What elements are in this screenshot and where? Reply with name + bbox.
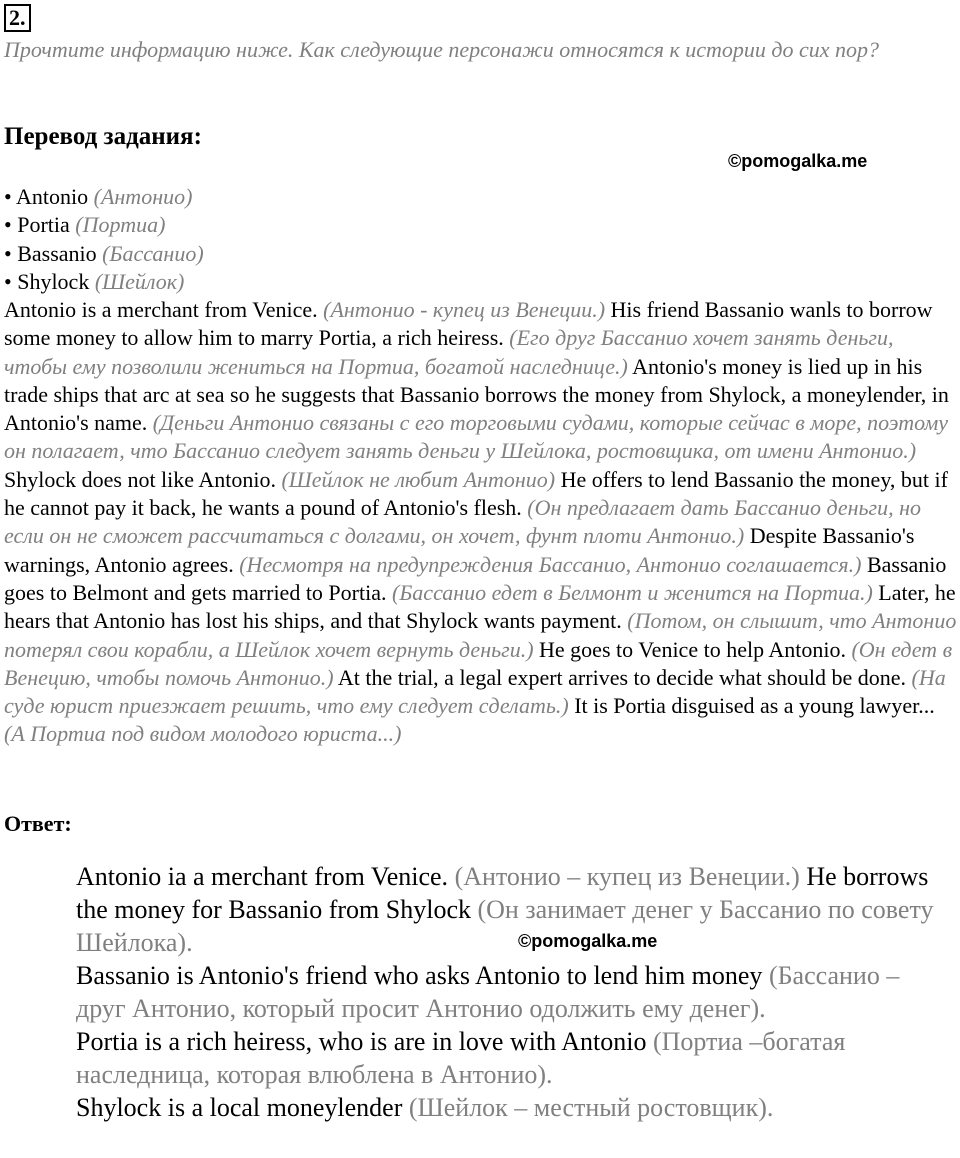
- character-name: Portia: [17, 212, 70, 238]
- task-instruction: Прочтите информацию ниже. Как следующие персонажи относятся к истории до сих пор?: [4, 37, 880, 62]
- story-translation: (Потом, он слышит, что Антонио потерял свои корабли, а Шейлок хочет вернуть деньги.): [4, 608, 957, 662]
- answer-sentence: Portia is a rich heiress, who is are in love with Antonio: [76, 1027, 647, 1056]
- watermark: ©pomogalka.me: [728, 151, 868, 171]
- story-translation: (Он предлагает дать Бассанио деньги, но если он не сможет рассчитаться с долгами, он хочет, фунт плоти Антонио.): [4, 495, 922, 549]
- story-translation: (Его друг Бассанио хочет занять деньги, чтобы ему позволили жениться на Портиа, богатой наследнице.): [4, 325, 894, 379]
- answer-translation: (Портиа –богатая наследница, которая влюблена в Антонио).: [76, 1027, 846, 1089]
- story-translation: (Несмотря на предупреждения Бассанио, Антонио соглашается.): [239, 551, 862, 577]
- story-sentence: Bassanio goes to Belmont and gets married to Portia.: [4, 551, 947, 605]
- translation-heading: Перевод задания:: [4, 123, 202, 150]
- story-text: [4, 296, 960, 749]
- answer-sentence: Antonio ia a merchant from Venice.: [76, 862, 449, 891]
- answer-sentence: He borrows the money for Bassanio from Shylock: [76, 862, 929, 924]
- answer-translation: (Он занимает денег у Бассанио по совету Шейлока).: [76, 895, 934, 957]
- answer-translation: (Шейлок – местный ростовщик).: [408, 1093, 774, 1122]
- story-sentence: His friend Bassanio wanls to borrow some money to allow him to marry Portia, a rich heiress.: [4, 297, 933, 351]
- character-item: • Shylock (Шейлок): [4, 268, 185, 294]
- character-name: Antonio: [16, 184, 89, 209]
- story-translation: (Антонио - купец из Венеции.): [323, 297, 606, 322]
- character-list: [4, 183, 204, 296]
- answer-translation: (Бассанио – друг Антонио, который просит Антонио одолжить ему денег).: [76, 961, 900, 1023]
- story-translation: (Шейлок не любит Антонио): [281, 466, 556, 492]
- answer-sentence: Bassanio is Antonio's friend who asks Antonio to lend him money: [76, 961, 763, 990]
- character-name: Bassanio: [17, 240, 97, 266]
- character-translation: (Портиа): [75, 212, 166, 238]
- story-sentence: At the trial, a legal expert arrives to decide what should be done.: [337, 664, 907, 690]
- story-sentence: Shylock does not like Antonio.: [4, 466, 276, 492]
- answer-paragraph: [76, 860, 946, 959]
- answer-paragraph: [76, 1091, 946, 1124]
- story-sentence: Later, he hears that Antonio has lost his ships, and that Shylock wants payment.: [4, 579, 956, 634]
- answer-translation: (Антонио – купец из Венеции.): [454, 862, 800, 891]
- answer-block: [76, 860, 946, 1124]
- character-item: • Bassanio (Бассанио): [4, 240, 204, 266]
- story-translation: (На суде юрист приезжает решить, что ему следует сделать.): [4, 664, 946, 719]
- story-sentence: It is Portia disguised as a young lawyer...: [574, 693, 935, 719]
- watermark: ©pomogalka.me: [518, 931, 658, 951]
- story-translation: (Он едет в Венецию, чтобы помочь Антонио.): [4, 636, 953, 690]
- character-translation: (Шейлок): [94, 268, 185, 294]
- story-translation: (Бассанио едет в Белмонт и женится на Портиа.): [392, 579, 873, 605]
- story-sentence: Despite Bassanio's warnings, Antonio agrees.: [4, 523, 915, 577]
- task-number: 2.: [4, 4, 31, 32]
- story-sentence: Antonio's money is lied up in his trade ships that arc at sea so he suggests that Bassanio borrows the money from Shylock, a moneylender, in Antonio's name.: [4, 353, 949, 436]
- story-sentence: Antonio is a merchant from Venice.: [4, 297, 318, 322]
- character-translation: (Бассанио): [102, 240, 204, 266]
- story-sentence: He offers to lend Bassanio the money, but if he cannot pay it back, he wants a pound of Antonio's flesh.: [4, 466, 948, 521]
- story-translation: (А Портиа под видом молодого юриста...): [4, 721, 402, 747]
- character-name: Shylock: [17, 268, 90, 294]
- character-item: • Portia (Портиа): [4, 212, 166, 238]
- character-item: • Antonio (Антонио): [4, 184, 193, 209]
- character-translation: (Антонио): [93, 184, 193, 209]
- answer-label: Ответ:: [4, 811, 72, 836]
- story-translation: (Деньги Антонио связаны с его торговыми судами, которые сейчас в море, поэтому он полагает, что Бассанио следует занять деньги у Шейлока, ростовщика, от имени Антонио.): [4, 410, 949, 464]
- answer-paragraph: [76, 1025, 946, 1091]
- story-sentence: He goes to Venice to help Antonio.: [539, 636, 846, 662]
- answer-sentence: Shylock is a local moneylender: [76, 1093, 403, 1122]
- answer-paragraph: [76, 959, 946, 1025]
